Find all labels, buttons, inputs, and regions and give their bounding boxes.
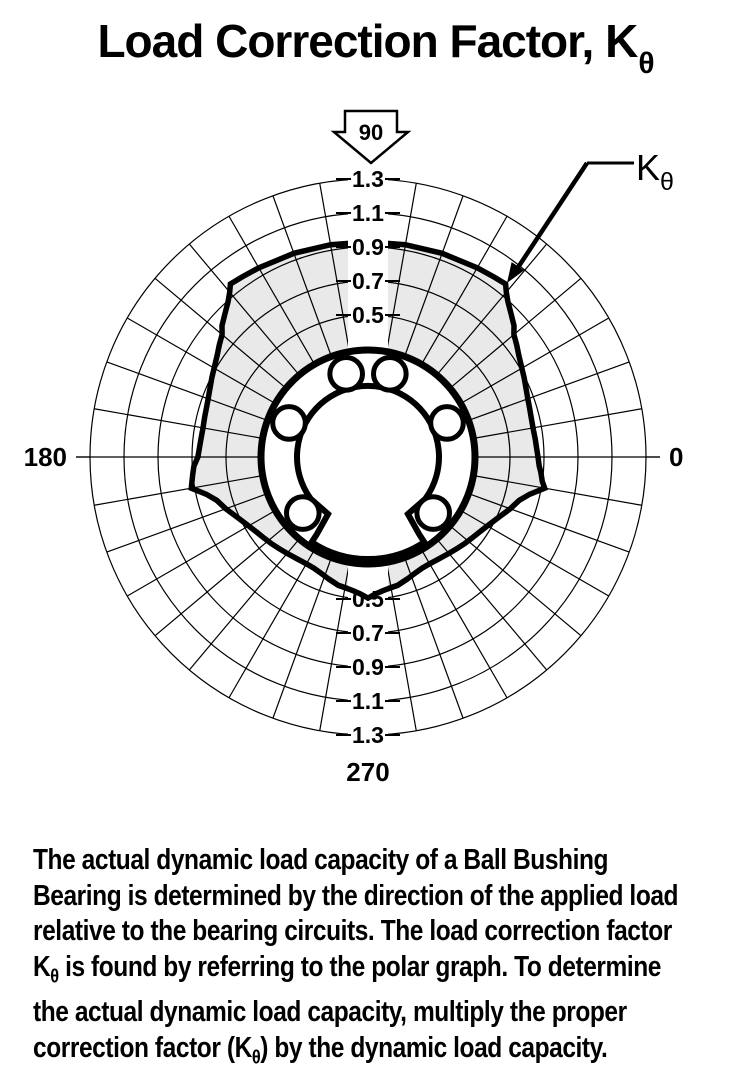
radial-tick-label: 0.9 — [352, 234, 384, 260]
radial-tick-label: 1.1 — [352, 200, 384, 226]
radial-tick-label: 1.3 — [352, 166, 384, 192]
description-line: correction factor $(K_\theta)$ by the dynamic load capacity. — [33, 1031, 608, 1069]
annotation-leader-shaft — [515, 163, 587, 272]
chart-title-text: Load Correction Factor, K — [97, 15, 638, 67]
k-theta-annotation — [507, 147, 674, 283]
radial-tick-label: 0.7 — [352, 268, 384, 294]
ball-circuit-icon — [431, 407, 464, 440]
ball-circuit-icon — [417, 497, 450, 530]
ball-circuit-icon — [287, 497, 320, 530]
angle-label-90: 90 — [358, 120, 384, 145]
angle-90-arrow — [334, 111, 408, 163]
radial-tick-label: 1.3 — [352, 722, 384, 748]
annotation-label: $K_\theta$ — [636, 147, 674, 196]
radial-tick-label: 0.5 — [352, 586, 384, 612]
radial-tick-label: 0.9 — [352, 654, 384, 680]
description-line: the actual dynamic load capacity, multiply the proper — [33, 996, 627, 1029]
description-line: relative to the bearing circuits. The load correction factor — [33, 915, 672, 948]
ball-circuit-icon — [374, 358, 407, 391]
radial-tick-label: 1.1 — [352, 688, 384, 714]
angle-label-270: 270 — [346, 757, 390, 787]
ball-circuit-icon — [273, 407, 306, 440]
ball-circuit-icon — [330, 358, 363, 391]
description-paragraph — [33, 843, 721, 1076]
description-line: Bearing is determined by the direction of the applied load — [33, 879, 679, 912]
description-line: The actual dynamic load capacity of a Ball Bushing — [33, 844, 609, 876]
chart-title-subscript: θ — [638, 47, 654, 81]
angle-label-180: 180 — [23, 442, 67, 472]
bearing-cross-section — [261, 350, 475, 564]
angle-label-0: 0 — [669, 442, 684, 472]
radial-tick-label: 0.7 — [352, 620, 384, 646]
bearing-bore-and-slot — [297, 386, 439, 559]
description-line: $K_\theta$ is found by referring to the polar graph. To determine — [33, 950, 662, 988]
chart-title — [0, 14, 750, 81]
radial-tick-label: 0.5 — [352, 302, 384, 328]
